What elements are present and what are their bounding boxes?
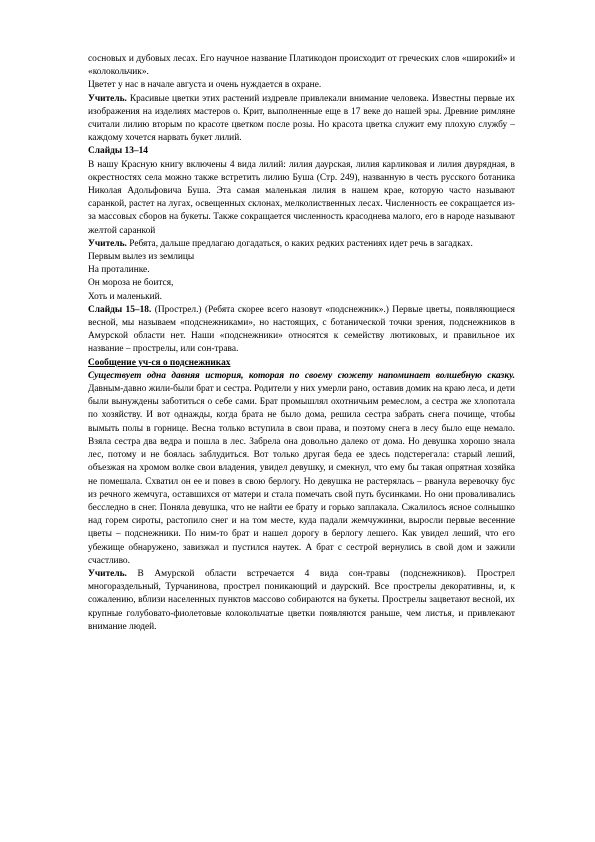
paragraph-red-book-lilies: В нашу Красную книгу включены 4 вида лилий: лилия даурская, лилия карликовая и лилия двурядная, в окрестностях села можно также встретить лилию Буша (Стр. 249), названную в честь русского ботаника Николая Адольфовича Буша. Эта самая маленькая лилия в нашем крае, которую часто называют саранкой, растет на лугах, освещенных склонах, мелколиственных лесах. Численность ее сокращается из-за массовых сборов на букеты. Также сокращается численность красоднева малого, его в народе называют желтой саранкой	[88, 159, 515, 236]
riddle-line: Хоть и маленький.	[88, 291, 162, 302]
legend-intro: Существует одна давняя история, которая по своему сюжету напоминает волшебную сказку.	[88, 370, 515, 381]
paragraph-text: Ребята, дальше предлагаю догадаться, о каких редких растениях идет речь в загадках.	[126, 238, 473, 249]
speaker-label: Учитель.	[88, 93, 127, 104]
document-page	[88, 53, 515, 634]
paragraph-text: В Амурской области встречается 4 вида сон-травы (подснежников). Прострел многораздельный, Турчанинова, прострел поникающий и даурский. Все прострелы декоративны, и, к сожалению, вблизи населенных пунктов массово собираются на букеты. Прострелы зацветают весной, их крупные голубовато-фиолетовые колокольчатые цветки появляются раньше, чем листья, и привлекают внимание людей.	[88, 568, 515, 632]
slides-heading-13-14: Слайды 13–14	[88, 146, 148, 157]
paragraph-text: Давным-давно жили-были брат и сестра. Родители у них умерли рано, оставив домик на краю леса, и дети были вынуждены заботиться о себе сами. Брат промышлял охотничьим ремеслом, а сестра же хлопотала по хозяйству. И вот однажды, когда брата не было дома, решила сестра забрать снега почище, чтобы вымыть полы в горнице. Весна только вступила в свои права, и поэтому снега в лесу было еще немало. Взяла сестра два ведра и пошла в лес. Забрела она довольно далеко от дома. Но девушка хорошо знала лес, потому и не боялась заблудиться. Вот только другая беда ее здесь подстерегала: старый леший, объезжая на хромом волке свои владения, увидел девушку, и смекнул, что ему бы такая опрятная хозяйка не помешала. Схватил он ее и повез в свою берлогу. Но девушка не растерялась – рванула веревочку бус из речного жемчуга, оставшихся от матери и стала помечать свой путь бусинками. Но они проваливались бесследно в снег. Поняла девушка, что не найти ее брату и горько заплакала. Сжалилось ясное солнышко над горем сироты, растопило снег и на том месте, куда падали жемчужинки, выросли первые весенние цветы – подснежники. По ним-то брат и нашел дорогу в берлогу лешего. Как увидел леший, что его убежище обнаружено, завизжал и пустился наутек. А брат с сестрой вернулись в свой дом и зажили счастливо.	[88, 384, 515, 566]
paragraph-text: (Прострел.) (Ребята скорее всего назовут «подснежник».) Первые цветы, появляющиеся весной, мы называем «подснежниками», но настоящих, с ботанической точки зрения, подснежников в Амурской области нет. Наши «подснежники» относятся к семейству лютиковых, и правильное их название – прострелы, или сон-трава.	[88, 304, 515, 355]
paragraph-teacher-riddles	[88, 238, 515, 251]
paragraph-slides-15-18	[88, 304, 515, 357]
riddle-line: На проталинке.	[88, 265, 150, 276]
speaker-label: Учитель.	[88, 568, 127, 579]
student-report-heading: Сообщение уч-ся о подснежниках	[88, 357, 231, 368]
riddle-line: Он мороза не боится,	[88, 278, 174, 289]
paragraph-platycodon: сосновых и дубовых лесах. Его научное название Платикодон происходит от греческих слов «широкий» и «колокольчик».	[88, 54, 515, 78]
speaker-label: Учитель.	[88, 238, 127, 249]
paragraph-text: Красивые цветки этих растений издревле привлекали внимание человека. Известны первые их изображения на изделиях мастеров о. Крит, выполненные еще в 17 веке до нашей эры. Древние римляне считали лилию вторым по красоте цветком после розы. Но красота цветка служит ему плохую службу – каждому хочется нарвать букет лилий.	[88, 93, 515, 144]
paragraph-legend	[88, 370, 515, 568]
riddle-line: Первым вылез из землицы	[88, 252, 195, 263]
paragraph-teacher-lilies	[88, 93, 515, 146]
paragraph-flowering: Цветет у нас в начале августа и очень нуждается в охране.	[88, 80, 322, 91]
paragraph-teacher-pasqueflower	[88, 568, 515, 634]
slides-label: Слайды 15–18.	[88, 304, 152, 315]
